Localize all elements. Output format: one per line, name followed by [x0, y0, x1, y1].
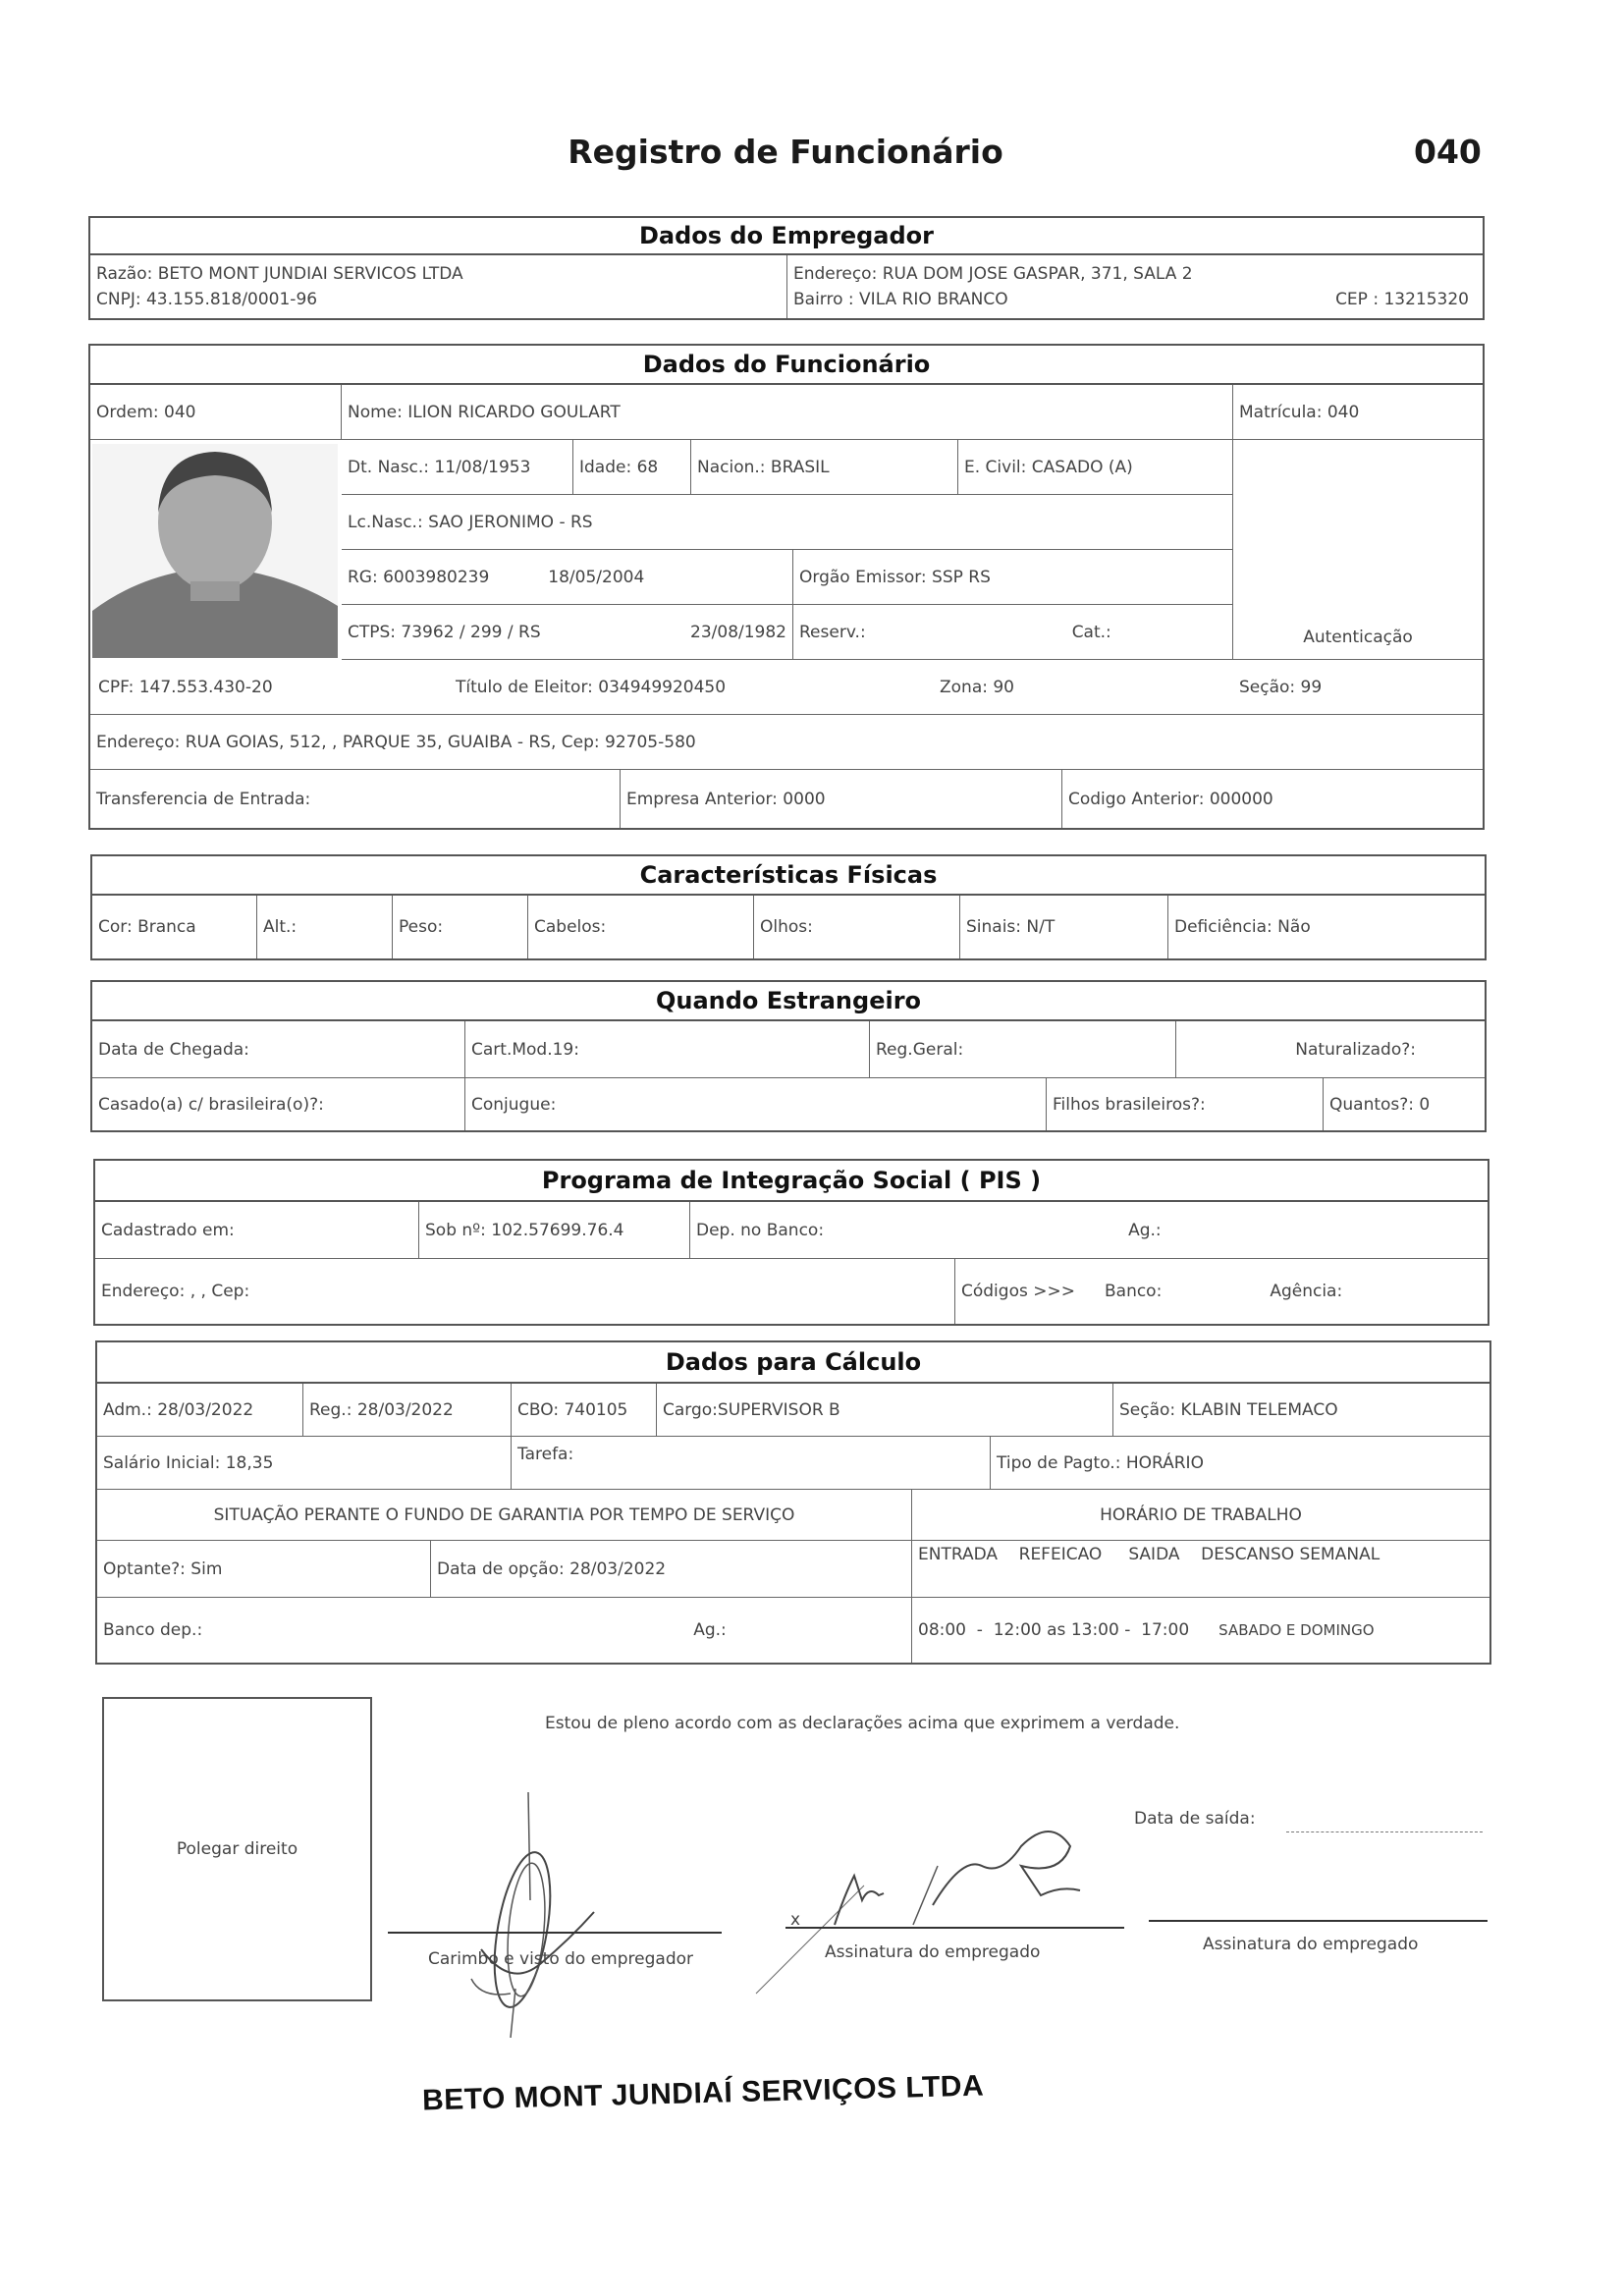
- employer-bairro-row: [793, 287, 1477, 312]
- employee-idade: Idade: 68: [573, 440, 691, 495]
- foreign-reg-geral: Reg.Geral:: [870, 1021, 1176, 1078]
- employer-signature: [452, 1792, 648, 2038]
- employee-signature-line-2: [1149, 1920, 1488, 1922]
- employer-cep: CEP : 13215320: [1335, 290, 1469, 309]
- employer-signature-line: [388, 1932, 722, 1934]
- employee-transferencia: Transferencia de Entrada:: [90, 770, 621, 828]
- employee-ordem: Ordem: 040: [90, 385, 342, 440]
- pis-dep-banco-cell: [690, 1202, 1488, 1259]
- employee-secao: Seção: 99: [1239, 677, 1323, 697]
- pis-agencia: Agência:: [1270, 1282, 1343, 1301]
- calc-reg: Reg.: 28/03/2022: [303, 1384, 512, 1437]
- physical-cor: Cor: Branca: [92, 896, 257, 958]
- calc-horario-title: HORÁRIO DE TRABALHO: [912, 1490, 1489, 1541]
- declaration-text: Estou de pleno acordo com as declarações acima que exprimem a verdade.: [545, 1714, 1180, 1733]
- pis-header: Programa de Integração Social ( PIS ): [95, 1161, 1488, 1202]
- physical-header: Características Físicas: [92, 856, 1485, 896]
- thumbprint-label: Polegar direito: [176, 1839, 298, 1859]
- employer-signature-label: Carimbo e visto do empregador: [428, 1949, 693, 1969]
- pis-codigos: Códigos >>>: [961, 1282, 1075, 1301]
- employee-signature-label-2: Assinatura do empregado: [1203, 1935, 1419, 1954]
- employee-rg-data: 18/05/2004: [548, 567, 645, 587]
- x-mark: x: [790, 1910, 801, 1930]
- employee-signature-label: Assinatura do empregado: [825, 1942, 1041, 1962]
- calc-banco-dep: Banco dep.:: [103, 1620, 203, 1640]
- company-stamp: BETO MONT JUNDIAÍ SERVIÇOS LTDA: [421, 2069, 985, 2117]
- calc-secao: Seção: KLABIN TELEMACO: [1113, 1384, 1489, 1437]
- pis-section: [93, 1159, 1489, 1326]
- foreign-casado: Casado(a) c/ brasileira(o)?:: [92, 1078, 465, 1130]
- calc-banco-dep-cell: [97, 1598, 912, 1663]
- employee-rg: RG: 6003980239: [348, 567, 490, 587]
- calc-tipo-pagto: Tipo de Pagto.: HORÁRIO: [991, 1437, 1489, 1490]
- employee-empresa-anterior: Empresa Anterior: 0000: [621, 770, 1062, 828]
- employee-cpf: CPF: 147.553.430-20: [98, 677, 273, 697]
- employee-signature: [746, 1807, 1188, 2003]
- calc-fgts-title: SITUAÇÃO PERANTE O FUNDO DE GARANTIA POR TEMPO DE SERVIÇO: [97, 1490, 912, 1541]
- employer-endereco: Endereço: RUA DOM JOSE GASPAR, 371, SALA 2: [793, 264, 1193, 284]
- employee-dt-nasc: Dt. Nasc.: 11/08/1953: [342, 440, 573, 495]
- page-title: Registro de Funcionário: [568, 133, 1003, 171]
- employee-ctps: CTPS: 73962 / 299 / RS: [348, 622, 541, 642]
- physical-sinais: Sinais: N/T: [960, 896, 1168, 958]
- calc-data-opcao: Data de opção: 28/03/2022: [431, 1541, 912, 1598]
- calc-horario-cols: ENTRADA REFEICAO SAIDA DESCANSO SEMANAL: [912, 1541, 1489, 1598]
- calc-cargo: Cargo:SUPERVISOR B: [657, 1384, 1113, 1437]
- employer-bairro: Bairro : VILA RIO BRANCO: [793, 290, 1008, 309]
- employee-autenticacao: [1233, 440, 1483, 660]
- employer-left-cell: [90, 255, 787, 318]
- employer-section: [88, 216, 1485, 320]
- employee-ctps-cell: [342, 605, 793, 660]
- employee-titulo-eleitor: Título de Eleitor: 034949920450: [456, 677, 727, 697]
- pis-endereco: Endereço: , , Cep:: [95, 1259, 955, 1324]
- pis-dep-banco: Dep. no Banco:: [696, 1220, 825, 1240]
- data-saida-label: Data de saída:: [1134, 1809, 1256, 1829]
- employee-endereco: Endereço: RUA GOIAS, 512, , PARQUE 35, GUAIBA - RS, Cep: 92705-580: [90, 715, 1483, 770]
- employee-reserv: Reserv.:: [799, 622, 866, 642]
- foreign-section: [90, 980, 1487, 1132]
- employee-rg-cell: [342, 550, 793, 605]
- calc-salario: Salário Inicial: 18,35: [97, 1437, 512, 1490]
- foreign-quantos: Quantos?: 0: [1329, 1094, 1431, 1115]
- employee-signature-line: [785, 1927, 1124, 1929]
- data-saida-line: [1286, 1831, 1483, 1832]
- calc-tarefa: Tarefa:: [512, 1437, 991, 1490]
- pis-sob-no: Sob nº: 102.57699.76.4: [419, 1202, 690, 1259]
- foreign-data-chegada: Data de Chegada:: [92, 1021, 465, 1078]
- employee-docs-row: [90, 660, 1483, 715]
- employee-reserv-cell: [793, 605, 1233, 660]
- foreign-filhos: Filhos brasileiros?:: [1047, 1078, 1324, 1130]
- employee-zona: Zona: 90: [940, 677, 1015, 697]
- physical-olhos: Olhos:: [754, 896, 960, 958]
- employer-razao: Razão: BETO MONT JUNDIAI SERVICOS LTDA: [96, 264, 463, 284]
- autenticacao-label: Autenticação: [1303, 628, 1413, 647]
- foreign-cart-mod: Cart.Mod.19:: [465, 1021, 870, 1078]
- physical-section: [90, 854, 1487, 960]
- employee-codigo-anterior: Codigo Anterior: 000000: [1068, 789, 1273, 809]
- physical-peso: Peso:: [393, 896, 528, 958]
- calc-optante: Optante?: Sim: [97, 1541, 431, 1598]
- employer-cnpj: CNPJ: 43.155.818/0001-96: [96, 290, 318, 309]
- foreign-header: Quando Estrangeiro: [92, 982, 1485, 1021]
- employer-header: Dados do Empregador: [90, 218, 1483, 255]
- employee-nome: Nome: ILION RICARDO GOULART: [342, 385, 1233, 440]
- employee-header: Dados do Funcionário: [90, 346, 1483, 385]
- employee-lc-nasc: Lc.Nasc.: SAO JERONIMO - RS: [342, 495, 1233, 550]
- person-photo-icon: [92, 444, 338, 658]
- calc-header: Dados para Cálculo: [97, 1342, 1489, 1384]
- thumbprint-box: [102, 1697, 372, 2001]
- physical-cabelos: Cabelos:: [528, 896, 754, 958]
- calc-ag: Ag.:: [693, 1620, 727, 1640]
- employer-right-cell: [787, 255, 1483, 318]
- employee-orgao-emissor: Orgão Emissor: SSP RS: [793, 550, 1233, 605]
- physical-deficiencia: Deficiência: Não: [1174, 917, 1311, 937]
- employee-nacion: Nacion.: BRASIL: [691, 440, 958, 495]
- pis-banco: Banco:: [1104, 1282, 1163, 1301]
- foreign-conjugue: Conjugue:: [465, 1078, 1047, 1130]
- employee-photo: [92, 444, 338, 658]
- pis-cadastrado: Cadastrado em:: [95, 1202, 419, 1259]
- employee-ctps-data: 23/08/1982: [690, 622, 786, 642]
- calc-horario-values-cell: [912, 1598, 1489, 1663]
- employee-section: [88, 344, 1485, 830]
- order-number: 040: [1414, 133, 1482, 171]
- employee-matricula: Matrícula: 040: [1233, 385, 1483, 440]
- calc-horario-values: 08:00 - 12:00 as 13:00 - 17:00: [918, 1620, 1190, 1640]
- calc-descanso: SABADO E DOMINGO: [1218, 1621, 1375, 1639]
- pis-ag: Ag.:: [1128, 1220, 1162, 1240]
- employee-cat: Cat.:: [1071, 622, 1111, 642]
- foreign-naturalizado: Naturalizado?:: [1176, 1021, 1485, 1078]
- physical-alt: Alt.:: [257, 896, 393, 958]
- calc-adm: Adm.: 28/03/2022: [97, 1384, 303, 1437]
- calc-cbo: CBO: 740105: [512, 1384, 657, 1437]
- pis-codigos-cell: [955, 1259, 1488, 1324]
- calc-section: [95, 1340, 1491, 1665]
- employee-e-civil: E. Civil: CASADO (A): [958, 440, 1233, 495]
